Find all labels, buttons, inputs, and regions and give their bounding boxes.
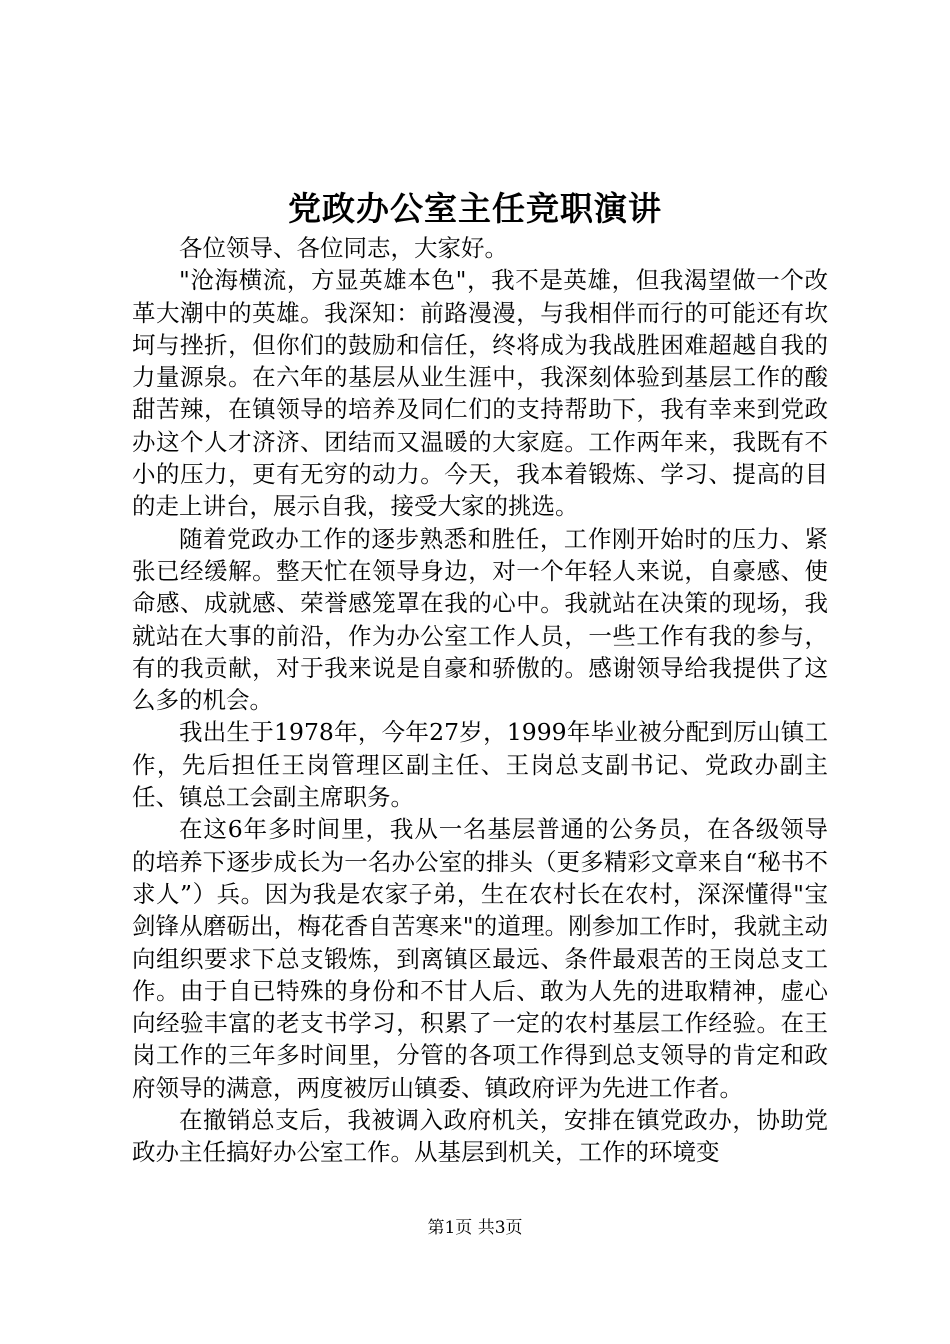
paragraph-background: 我出生于1978年，今年27岁，1999年毕业被分配到厉山镇工作，先后担任王岗管理区副主任、王岗总支副书记、党政办副主任、镇总工会副主席职务。: [132, 718, 828, 812]
paragraph-work-feelings: 随着党政办工作的逐步熟悉和胜任，工作刚开始时的压力、紧张已经缓解。整天忙在领导身边，对一个年轻人来说，自豪感、使命感、成就感、荣誉感笼罩在我的心中。我就站在决策的现场，我就站在大事的前沿，作为办公室工作人员，一些工作有我的参与，有的我贡献，对于我来说是自豪和骄傲的。感谢领导给我提供了这么多的机会。: [132, 524, 828, 715]
paragraph-opening: "沧海横流，方显英雄本色"，我不是英雄，但我渴望做一个改革大潮中的英雄。我深知：前路漫漫，与我相伴而行的可能还有坎坷与挫折，但你们的鼓励和信任，终将成为我战胜困难超越自我的力量源泉。在六年的基层从业生涯中，我深刻体验到基层工作的酸甜苦辣，在镇领导的培养及同仁们的支持帮助下，我有幸来到党政办这个人才济济、团结而又温暖的大家庭。工作两年来，我既有不小的压力，更有无穷的动力。今天，我本着锻炼、学习、提高的目的走上讲台，展示自我，接受大家的挑选。: [132, 266, 828, 521]
paragraph-transfer: 在撤销总支后，我被调入政府机关，安排在镇党政办，协助党政办主任搞好办公室工作。从基层到机关，工作的环境变: [132, 1106, 828, 1167]
page-number: 第1页 共3页: [427, 1218, 523, 1238]
paragraph-greeting: 各位领导、各位同志，大家好。: [179, 234, 508, 262]
document-title: 党政办公室主任竞职演讲: [288, 189, 662, 228]
document-body: [132, 232, 828, 1169]
paragraph-experience: 在这6年多时间里，我从一名基层普通的公务员，在各级领导的培养下逐步成长为一名办公室的排头（更多精彩文章来自“秘书不求人”）兵。因为我是农家子弟，生在农村长在农村，深深懂得"宝剑锋从磨砺出，梅花香自苦寒来"的道理。刚参加工作时，我就主动向组织要求下总支锻炼，到离镇区最远、条件最艰苦的王岗总支工作。由于自已特殊的身份和不甘人后、敢为人先的进取精神，虚心向经验丰富的老支书学习，积累了一定的农村基层工作经验。在王岗工作的三年多时间里，分管的各项工作得到总支领导的肯定和政府领导的满意，两度被厉山镇委、镇政府评为先进工作者。: [132, 815, 828, 1102]
